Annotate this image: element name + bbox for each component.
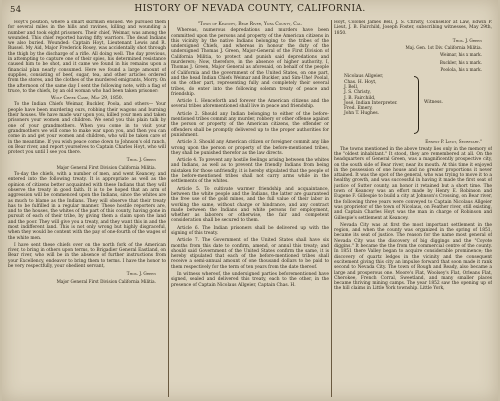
signature: Thos. J. Green (126, 157, 156, 163)
paragraph: Hoyt's position, where a smart skirmish ensued. We pursued them for several miles in the hills and ravines, killing and wounding a number and took eight prisoners. Their chief, Weimar, was among the wounded. This chief reported having fifty warriors. The dead Indians we also buried. Wounded: Captain Hoyt, Lieutenant Lewis and R. Russel. My Aid, Major Frederick Rosey, was accidentally shot through the thigh by the discharge of a rifle. All doing well. The day previous, in attempting to capture one of their spies, his determined resistance caused him to be shot, and it came we found in his remains upon a financial plan nearly consumed. Here we found a large amount of supplies, consisting of beef, sugar, tea, and other articles ordered from the stores, and the clothes of the murdered emigrants, Morry. On the afternoon of the same day I sent the following note, with a flag of truce, to the chiefs, by an old woman who had been taken prisoner: (8, 20, 166, 94)
signature-title: Major General First Division California Militia. (56, 278, 156, 284)
signature: Ernest P. Lieut, Secretary." (425, 139, 482, 145)
letter-heading: Wolf Creek Camp, May 29, 1850. (50, 96, 124, 102)
witness-name: J. Bell, (344, 84, 359, 90)
witness-name: J. S. Christy, (344, 90, 371, 96)
paragraph: I have sent these chiefs over on the north fork of the American river, to bring in others upon terms, to Brigadier General Eastland, on Bear river, who will be in the absence of further instructions from your Excellency, endeavor to bring them to terms. I have the honor to be very respectfully, your obedient servant, (8, 242, 166, 270)
article: Article 6. The Indian prisoners shall be delivered up with the signing of this treaty. (171, 225, 329, 236)
paragraph: To the Indian Chiefs Weimar, Buckler, Poola, and others— Your people have been murdering ours, robbing their wagons and burning their houses. We have made war upon you, killed your men and taken prisoners your women and children. We send you this plain talk by one of your grandmothers. When you come in to visit your grandmothers we will come to make war upon you, and then you can come in and get your women and children, who will be taken care of in the meantime. If you wish peace come down to Johnson's old ranch, on Bear river, and report yourselves to Captain Charles Hoyt, who will protect you until I see you there. (8, 102, 166, 156)
column-3 (334, 20, 492, 397)
witness-list (344, 74, 492, 136)
witness-name: John T. Hughes. (344, 111, 380, 117)
signature-title: Major General First Division California Militia. (56, 164, 156, 170)
witness-name: José, Indian Interpreter. (344, 100, 398, 106)
witness-label: Witness. (424, 100, 443, 106)
witness-name: Fred. Emery, (344, 106, 373, 112)
document-page (2, 0, 498, 401)
column-2 (171, 20, 329, 397)
article: Article 1. Henceforth and forever the American citizens and the several tribes aforementioned shall live in peace and friendship. (171, 99, 329, 110)
page-header (10, 4, 490, 18)
page-title: HISTORY OF NEVADA COUNTY, CALIFORNIA. (134, 4, 366, 14)
paragraph: Hoyt, Colonel James Bell, J. S. Christy, Counsellor at Law, Edwin P. Lieut, J. B. Fairchild, Joseph Foster, subscribing witnesses, May 29th, 1850. (334, 20, 492, 36)
column-rule (168, 20, 169, 397)
treaty-heading: "Town of Keancey, Bear River, Yuba County, Cal. (197, 22, 303, 27)
article: Article 5. To cultivate warmer friendship and acquaintance, between the white people and the Indians, the latter are guaranteed the free use of the gold mines, and the full value of their labor in working the same, without charge or hindrance, and any contract made between the Indians and white persons for employment, whether as laborers or otherwise, the fair and competent consideration shall be secured to them. (171, 186, 329, 224)
signature-mark: Buckler, his x mark. (439, 59, 482, 65)
text-columns (8, 20, 492, 397)
signature-title: Maj. Gen. 1st Div. California Militia. (405, 45, 482, 51)
signature: Thos. J. Green (452, 37, 482, 43)
brace-icon (414, 76, 419, 134)
paragraph: Nevada City was at first the most important settlement in the region, and when the county was organized in the spring of 1851, became its seat of justice. The reason for the name most general of Nevada City was the discovery of big diggings and the "Coyote diggins." It became the the from the commercial centre of the county. In 1851 there Valley began to acquire considerable prominence; the discovery of quartz ledges in the vicinity and the consequent excitement giving this city an impulse forward that soon made it rank second to Nevada City. The town of Rough and Ready, also became a large and prosperous one. Moore's Flat, Woolsey's Flat, Orleans Flat, Cherokee, French Corral, Sweetland, and many smaller places became thriving mining camps. The year 1852 saw the opening up of the hill claims in Little York township. Little York, (334, 222, 492, 292)
witness-name: J. B. Fairchild, (344, 95, 376, 101)
signature-mark: Weimar, his x mark. (440, 52, 482, 58)
paragraph: To-day the chiefs, with a number of men, and went Keancey, and entered into the following treaty. It is appropriate as well as the opinion of citizens better acquainted with these Indians that they will observe the treaty in good faith. It is to be hoped that an arm of aggression will be commenced upon the Indians, since the whites are as much to blame as the Indians. They will observe that their treaty has to be fulfilled in a regular manner. These hostile reporters are, and to the houses, the whites of the part of this county, having gone in pursuit of each of their tribe, by giving them a claim upon the land and the poor. They will give you a treaty, and they want this in and the most indifferent land. This is not only wrong but highly disgraceful, when they would be content with the pay of one-fourth of the wages of the white men. (8, 172, 166, 241)
paragraph: Whereas, numerous depredations and murders have been committed upon the persons and property of the American citizens in this vicinity by the native Indians belonging to the tribes of the undersigned Chiefs, and whereas in honour the duty of the undersigned Thomas J. Green, Major-General of the First Division of California Militia, to protect and punish said depredations and murderers; Now, therefore, in the absence of higher authority, I, Thomas J. Green, Major General as aforesaid, on behalf of the people of California and the government of the United States, on one part, and the head Indian Chiefs Weimar and Buckler, and Sim-Uhe! Poolal, on the other part, representing fully and completely their several tribes, do enter into the following solemn treaty of peace and friendship. (171, 28, 329, 97)
witness-name: Chas. H. Hoyt, (344, 79, 377, 85)
witness-name: Nicolaus Allgeier, (344, 74, 384, 80)
column-rule (331, 20, 332, 397)
article: Article 2. Should any Indian belonging to either of the before-mentioned tribes commit any murder, robbery or other offense against the person or property of the American citizens, the offender or offenders shall be promptly delivered up to the proper authorities for punishment. (171, 111, 329, 138)
paragraph: The towns mentioned in the above treaty lies only in the memory of the "oldest inhabitant." It stood, they are remembered at all. On the headquarters of General Green, was a magnificently prospective city, on the south side of Bear river, near its mouth. At this time it enjoyed in the possession of one house and no greater proportions it never attained. It was the spot of the general, who was trying to move it to a healthy growth, and was successful in having it made the first seat of justice of Sutter county, an honor it retained but a short time. The town of Keancey was an effort made by Henry E. Robinson and Eugene F. Gillespie to build a city at Johnson's Crossing, on Bear river, the following three years were conveyed to Captain Nicolaus Allgeier was proprietor of the town of Nicolaus, on Feather river, still existing, and Captain Charles Hoyt was the man in charge of Robinson and Gillespie's settlement at Keancey. (334, 146, 492, 221)
signature-mark: Poolola, his x mark. (440, 67, 482, 73)
signature: Thos. J. Green (126, 271, 156, 277)
article: Article 3. Should any American citizen or foreigner commit any like wrong upon the person or property of the before-mentioned tribes, they shall be punished therefor as the law directs. (171, 140, 329, 156)
column-1 (8, 20, 166, 397)
article: Article 4. To prevent any hostile feelings arising between the whites and Indians, as well as to prevent the friendly Indians from being mistaken for those unfriendly, it is hereby stipulated that the people of the before-mentioned tribes shall not carry arms while in the settlements of the whites. (171, 158, 329, 185)
page-number: 54 (10, 5, 22, 15)
article: Article 7. The Government of the United States shall have six months from this date to confirm, amend, or annul this treaty; and should said Government of the United States confirm the same, it is hereby stipulated that each of the before-mentioned tribes shall receive a semi-annual amount of one thousand dollars to be paid to them respectively for the term of ten years from the date thereof. (171, 238, 329, 270)
paragraph: In witness whereof, the undersigned parties beforementioned have signed, sealed and delivered this treaty, each to the other, in the presence of Captain Nicolaus Allgeier, Captain Chas. H. (171, 272, 329, 288)
